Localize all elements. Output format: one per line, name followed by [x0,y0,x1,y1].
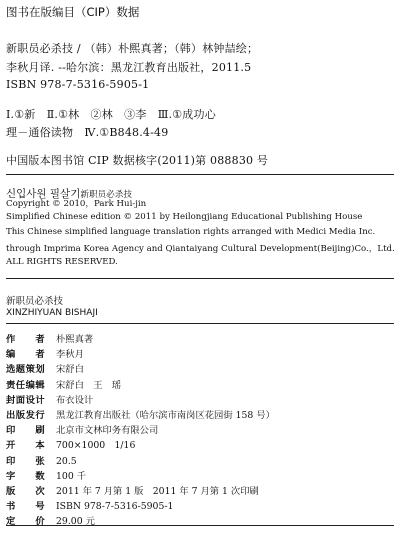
detail-label: 责任编辑 [6,379,46,391]
cip-line-5: 理－通俗读物 Ⅳ.①B848.4-49 [6,126,169,139]
cip-heading: 图书在版编目（CIP）数据 [6,5,140,19]
detail-label: 版 次 [6,486,46,497]
detail-row [6,483,259,497]
detail-value: 黑龙江教育出版社（哈尔滨市南岗区花园街 158 号） [56,410,275,421]
detail-row [6,392,93,406]
detail-row [6,407,275,421]
detail-value: 北京市文林印务有限公司 [56,425,159,437]
copyright-divider [6,278,394,279]
detail-value: ISBN 978-7-5316-5905-1 [56,501,174,513]
detail-label: 作 者 [6,334,46,345]
detail-label: 开 本 [6,440,46,452]
copyright-line-3: This Chinese simplified language translation rights arranged with Medici Media Inc. [6,227,376,237]
detail-value: 李秋月 [56,349,84,361]
cip-line-6: 中国版本图书馆 CIP 数据核字(2011)第 088830 号 [6,154,269,167]
title-divider [6,323,394,324]
detail-row [6,437,135,451]
detail-label: 定 价 [6,516,46,528]
detail-value: 2011 年 7 月第 1 版 2011 年 7 月第 1 次印刷 [56,486,259,497]
detail-label: 字 数 [6,470,46,482]
cip-line-2: 李秋月译. --哈尔滨：黑龙江教育出版社，2011.5 [6,61,252,74]
detail-label: 印 刷 [6,425,46,437]
korean-subtitle: 新职员必杀技 [80,190,132,200]
korean-title: 신입사원 필살기 [6,188,81,200]
detail-value: 布衣设计 [56,394,94,406]
detail-label: 编 者 [6,349,46,361]
detail-row [6,498,173,512]
detail-value: 100 千 [56,470,86,482]
copyright-line-5: ALL RIGHTS RESERVED. [6,257,118,267]
detail-label: 印 张 [6,455,46,467]
detail-row [6,361,84,375]
detail-value: 宋舒白 王 瑶 [56,379,122,391]
copyright-line-2: Simplified Chinese edition © 2011 by Heilongjiang Educational Publishing House [6,212,363,222]
detail-label: 选题策划 [6,364,46,376]
detail-value: 朴熙真著 [56,334,94,345]
detail-label: 书 号 [6,501,46,513]
detail-value: 宋舒白 [56,364,84,376]
copyright-line-1: Copyright © 2010，Park Hui-jin [6,199,147,209]
cip-line-1: 新职员必杀技 / （韩）朴熙真著；（韩）林钟喆绘； [6,42,259,55]
detail-row [6,468,86,482]
book-pinyin: XINZHIYUAN BISHAJI [6,308,98,318]
detail-row [6,346,84,360]
cip-line-4: Ⅰ.①新 Ⅱ.①林 ②林 ③李 Ⅲ.①成功心 [6,108,216,121]
copyright-line-4: through Imprima Korea Agency and Qiantaiyang Cultural Development(Beijing)Co.，Ltd. [6,244,395,254]
detail-value: 700×1000 1/16 [56,440,136,452]
detail-value: 20.5 [56,455,77,467]
cip-divider [6,174,394,175]
detail-row [6,453,77,467]
bottom-divider [6,525,394,526]
detail-value: 29.00 元 [56,516,95,528]
detail-row [6,377,121,391]
cip-line-3: ISBN 978-7-5316-5905-1 [6,78,150,91]
detail-label: 封面设计 [6,394,46,406]
detail-row [6,422,158,436]
detail-label: 出版发行 [6,410,46,421]
detail-row [6,331,93,345]
book-title: 新职员必杀技 [6,296,64,307]
